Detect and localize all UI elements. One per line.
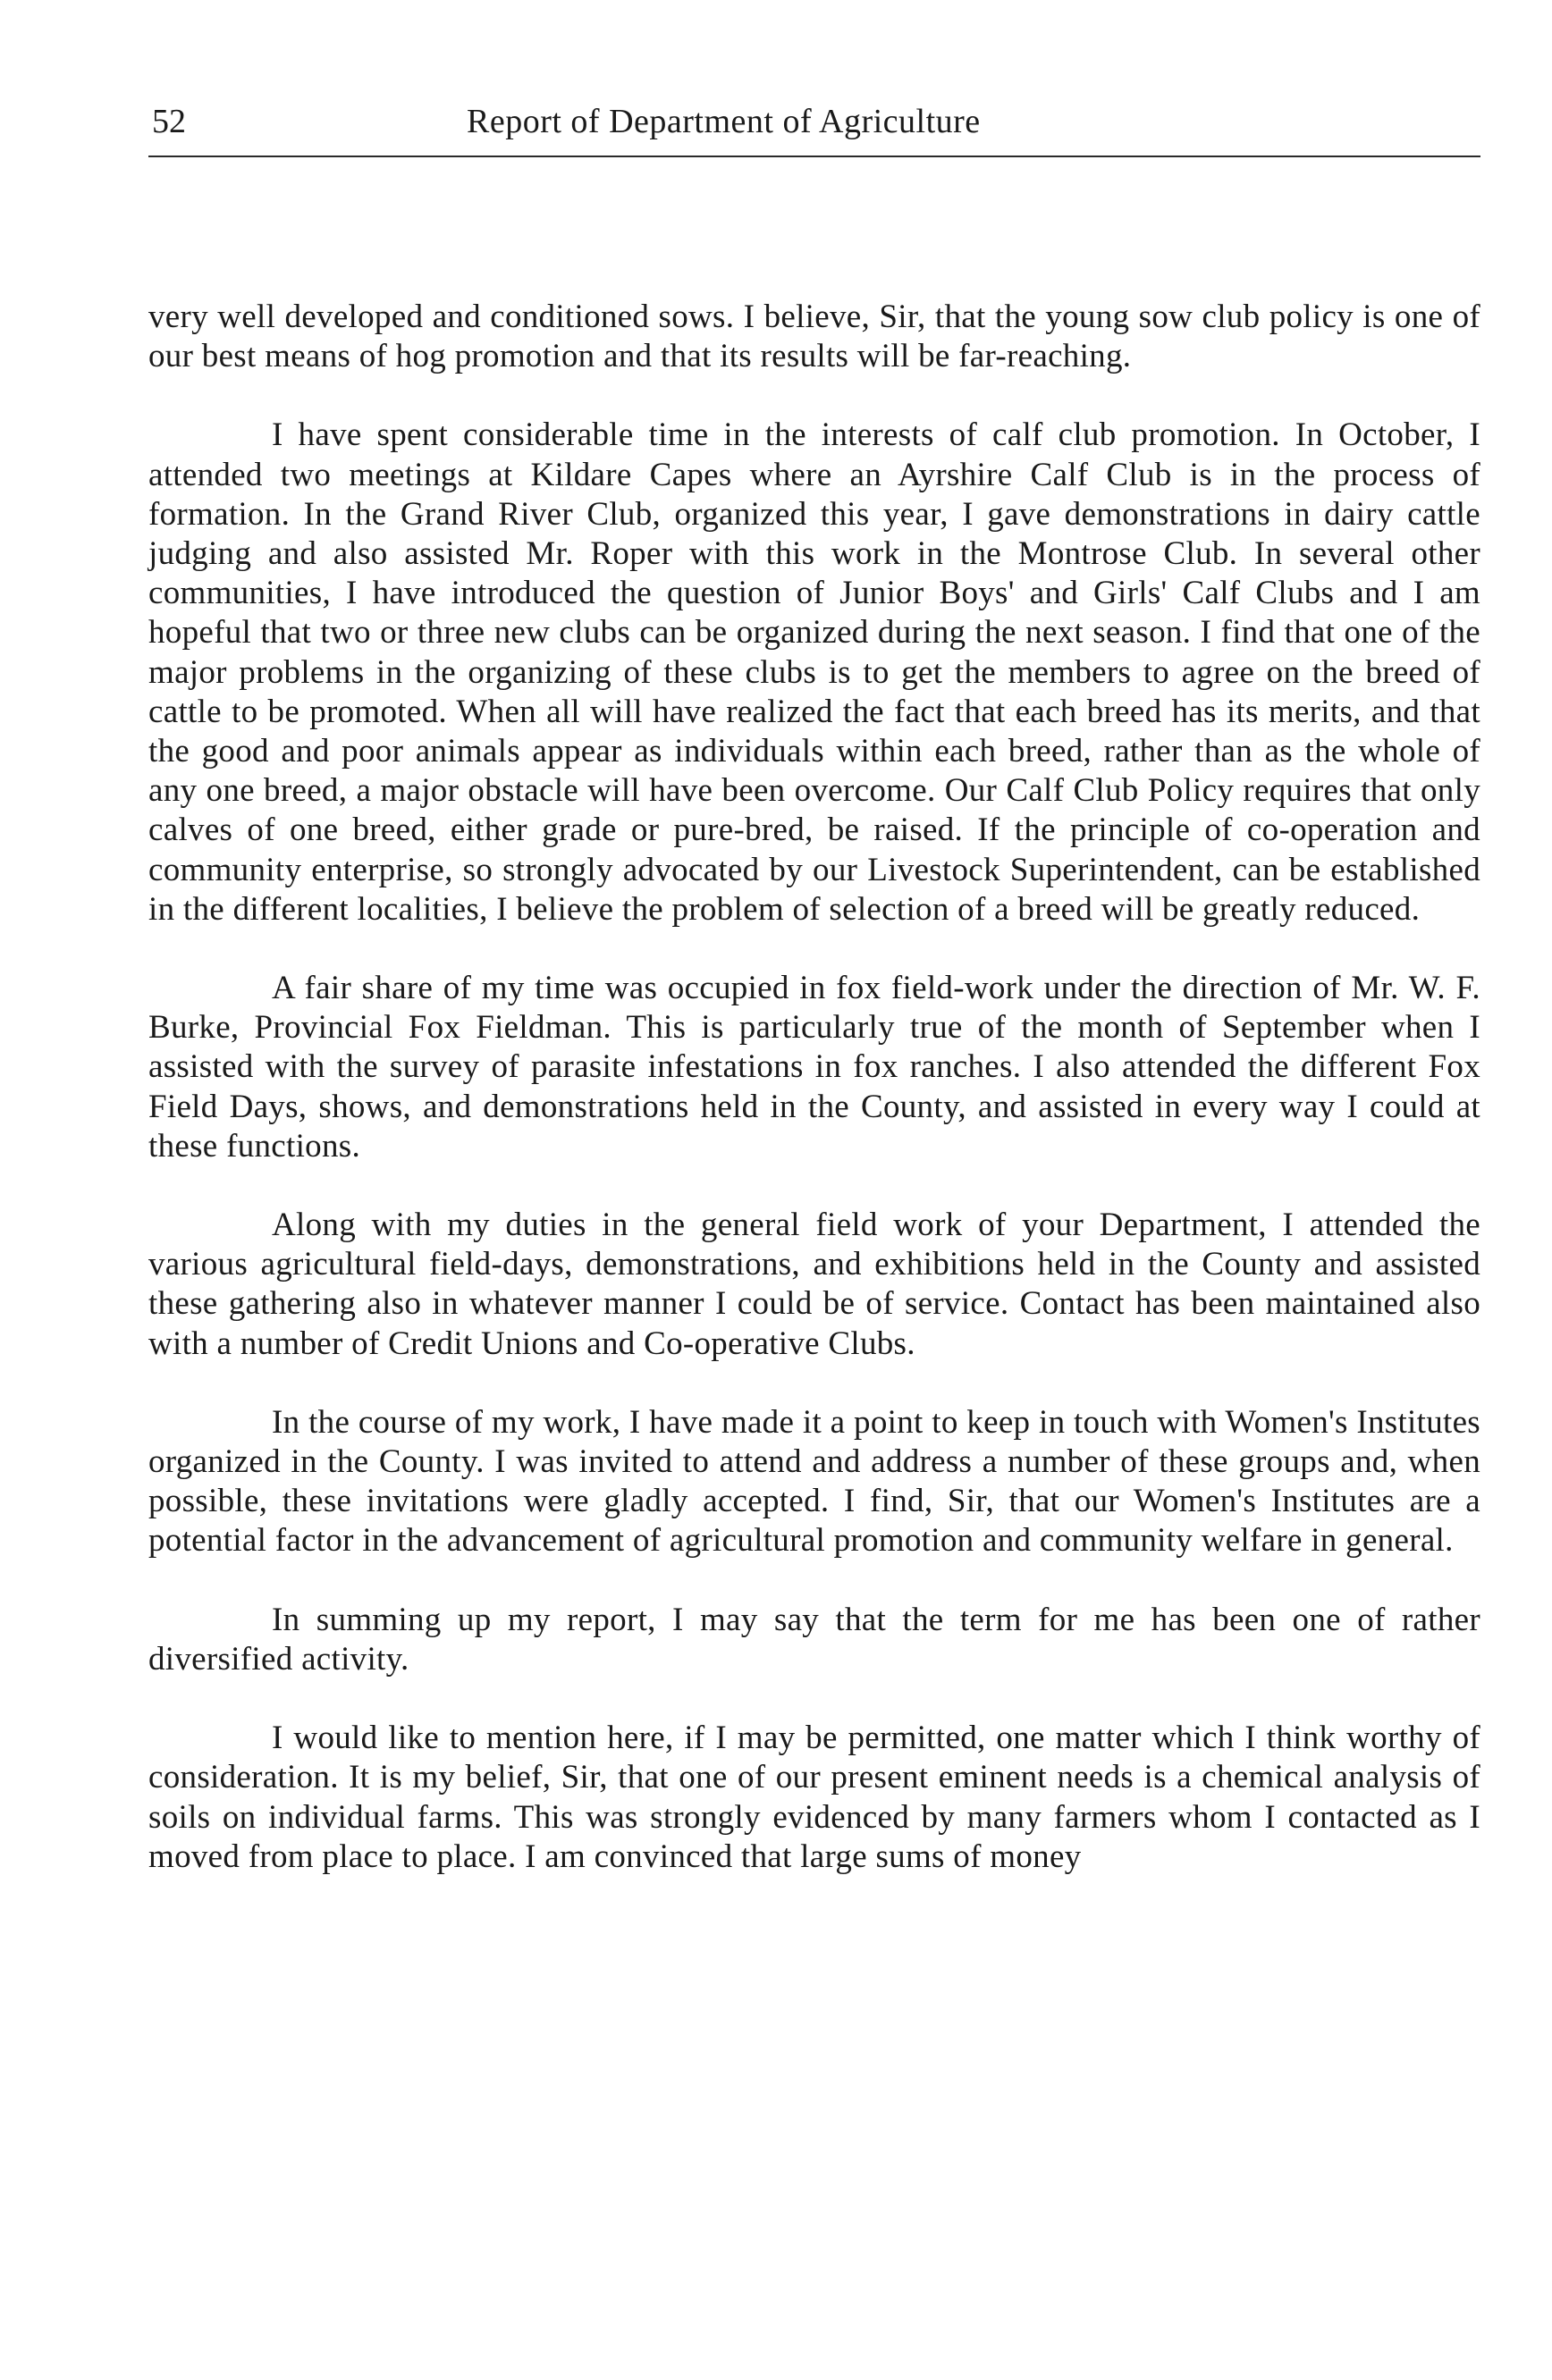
paragraph-summary: In summing up my report, I may say that the term for me has been one of rather diversified activity. — [148, 1601, 1480, 1678]
body-text — [148, 298, 1480, 1877]
paragraph-soil-analysis: I would like to mention here, if I may be permitted, one matter which I think worthy of consideration. It is my belief, Sir, that one of our present eminent needs is a chemical analysis of soils on individual farms. This was strongly evidenced by many farmers whom I contacted as I moved from place to place. I am convinced that large sums of money — [148, 1720, 1480, 1875]
page-number: 52 — [152, 103, 186, 140]
running-title: Report of Department of Agriculture — [467, 103, 981, 140]
paragraph-sow-club: very well developed and conditioned sows. I believe, Sir, that the young sow club policy is one of our best means of hog promotion and that its results will be far-reaching. — [148, 299, 1480, 375]
running-header — [148, 97, 1480, 157]
paragraph-field-days: Along with my duties in the general field work of your Department, I attended the various agricultural field-days, demonstrations, and exhibitions held in the County and assisted these gathering also in whatever manner I could be of service. Contact has been maintained also with a number of Credit Unions and Co-operative Clubs. — [148, 1207, 1480, 1362]
document-page — [148, 97, 1480, 1877]
paragraph-womens-institutes: In the course of my work, I have made it a point to keep in touch with Women's Institutes organized in the County. I was invited to attend and address a number of these groups and, when possible, these invitations were gladly accepted. I find, Sir, that our Women's Institutes are a potential factor in the advancement of agricultural promotion and community welfare in general. — [148, 1403, 1480, 1560]
paragraph-fox-field-work: A fair share of my time was occupied in fox field-work under the direction of Mr. W. F. Burke, Provincial Fox Fieldman. This is particularly true of the month of September when I assisted with the survey of parasite infestations in fox ranches. I also attended the different Fox Field Days, shows, and demonstrations held in the County, and assisted in every way I could at these functions. — [148, 970, 1480, 1165]
paragraph-calf-club: I have spent considerable time in the interests of calf club promotion. In October, I attended two meetings at Kildare Capes where an Ayrshire Calf Club is in the process of formation. In the Grand River Club, organized this year, I gave demonstrations in dairy cattle judging and also assisted Mr. Roper with this work in the Montrose Club. In several other communities, I have introduced the question of Junior Boys' and Girls' Calf Clubs and I am hopeful that two or three new clubs can be organized during the next season. I find that one of the major problems in the organizing of these clubs is to get the members to agree on the breed of cattle to be promoted. When all will have realized the fact that each breed has its merits, and that the good and poor animals appear as individuals within each breed, rather than as the whole of any one breed, a major obstacle will have been overcome. Our Calf Club Policy requires that only calves of one breed, either grade or pure-bred, be raised. If the principle of co-operation and community enterprise, so strongly advocated by our Livestock Superintendent, can be established in the different localities, I believe the problem of selection of a breed will be greatly reduced. — [148, 416, 1480, 928]
